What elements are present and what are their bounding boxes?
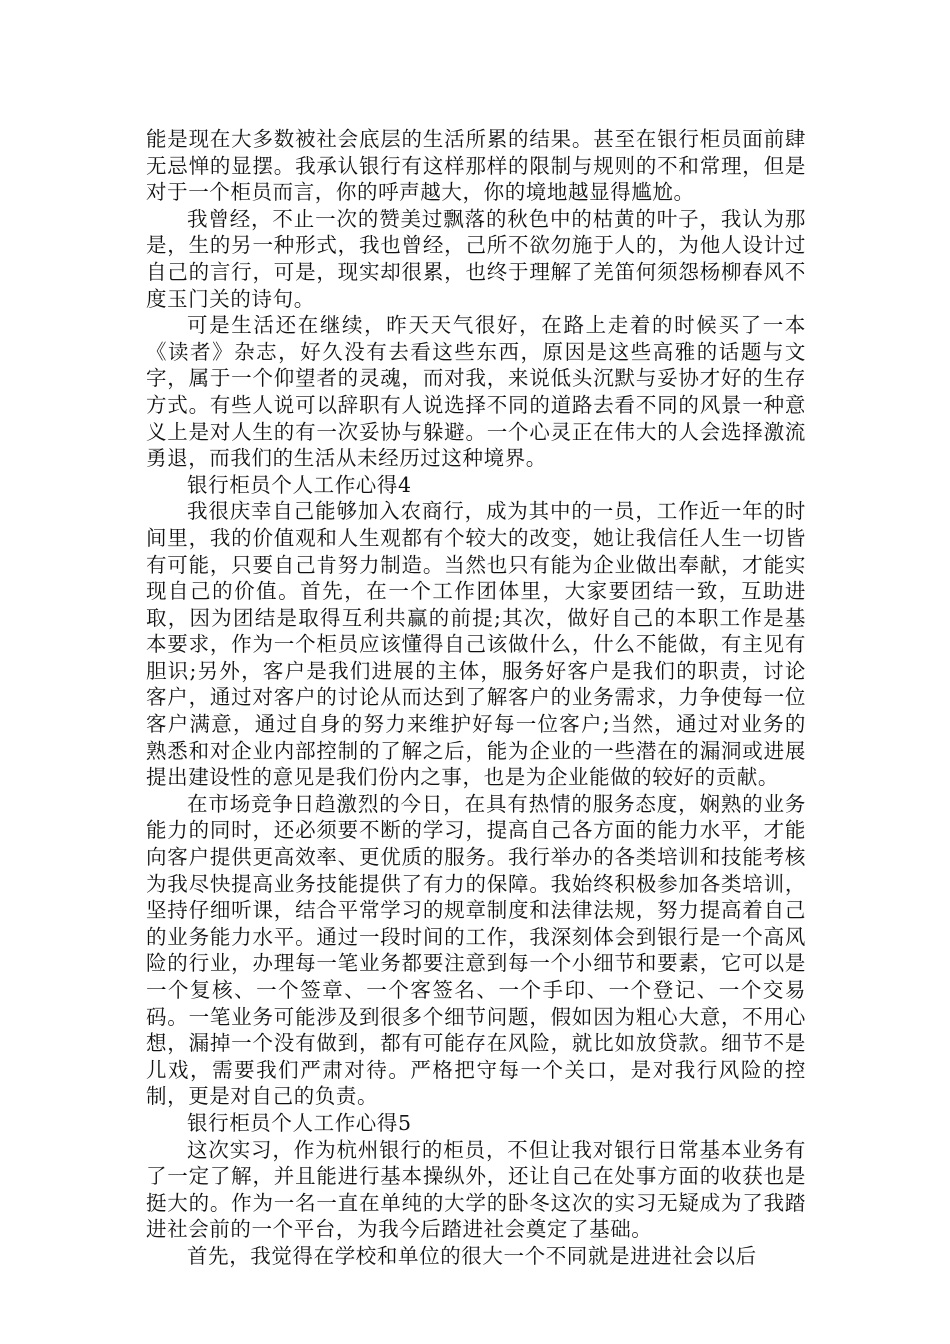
paragraph: 我很庆幸自己能够加入农商行，成为其中的一员，工作近一年的时间里，我的价值观和人生观都有个较大的改变，她让我信任人生一切皆有可能，只要自己肯努力制造。当然也只有能为企业做出奉献，才能实现自己的价值。首先，在一个工作团体里，大家要团结一致，互助进取，因为团结是取得互利共赢的前提;其次，做好自己的本职工作是基本要求，作为一个柜员应该懂得自己该做什么，什么不能做，有主见有胆识;另外，客户是我们进展的主体，服务好客户是我们的职责，讨论客户，通过对客户的讨论从而达到了解客户的业务需求，力争使每一位客户满意，通过自身的努力来维护好每一位客户;当然，通过对业务的熟悉和对企业内部控制的了解之后，能为企业的一些潜在的漏洞或进展提出建设性的意见是我们份内之事，也是为企业能做的较好的贡献。 (146, 499, 806, 790)
paragraph: 这次实习，作为杭州银行的柜员，不但让我对银行日常基本业务有了一定了解，并且能进行基本操纵外，还让自己在处事方面的收获也是挺大的。作为一名一直在单纯的大学的卧冬这次的实习无疑成为了我踏进社会前的一个平台，为我今后踏进社会奠定了基础。 (146, 1137, 806, 1242)
paragraph: 首先，我觉得在学校和单位的很大一个不同就是进进社会以后 (187, 1243, 757, 1268)
paragraph-continuation: 能是现在大多数被社会底层的生活所累的结果。甚至在银行柜员面前肆无忌惮的显摆。我承认银行有这样那样的限制与规则的不和常理，但是对于一个柜员而言，你的呼声越大，你的境地越显得尴尬。 (146, 127, 806, 205)
section-heading: 银行柜员个人工作心得4 (187, 472, 412, 497)
paragraph: 在市场竞争日趋激烈的今日，在具有热情的服务态度，娴熟的业务能力的同时，还必须要不断的学习，提高自己各方面的能力水平，才能向客户提供更高效率、更优质的服务。我行举办的各类培训和技能考核为我尽快提高业务技能提供了有力的保障。我始终积极参加各类培训，坚持仔细听课，结合平常学习的规章制度和法律法规，努力提高着自己的业务能力水平。通过一段时间的工作，我深刻体会到银行是一个高风险的行业，办理每一笔业务都要注意到每一个小细节和要素，它可以是一个复核、一个签章、一个客签名、一个手印、一个登记、一个交易码。一笔业务可能涉及到很多个细节问题，假如因为粗心大意，不用心想，漏掉一个没有做到，都有可能存在风险，就比如放贷款。细节不是儿戏，需要我们严肃对待。严格把守每一个关口，是对我行风险的控制，更是对自己的负责。 (146, 791, 806, 1109)
paragraph: 可是生活还在继续，昨天天气很好，在路上走着的时候买了一本《读者》杂志，好久没有去看这些东西，原因是这些高雅的话题与文字，属于一个仰望者的灵魂，而对我，来说低头沉默与妥协才好的生存方式。有些人说可以辞职有人说选择不同的道路去看不同的风景一种意义上是对人生的有一次妥协与躲避。一个心灵正在伟大的人会选择激流勇退，而我们的生活从未经历过这种境界。 (146, 313, 806, 471)
document-body (146, 126, 806, 1270)
section-heading: 银行柜员个人工作心得5 (187, 1110, 412, 1135)
paragraph: 我曾经，不止一次的赞美过飘落的秋色中的枯黄的叶子，我认为那是，生的另一种形式，我也曾经，己所不欲勿施于人的，为他人设计过自己的言行，可是，现实却很累，也终于理解了羌笛何须怨杨柳春风不度玉门关的诗句。 (146, 206, 806, 311)
